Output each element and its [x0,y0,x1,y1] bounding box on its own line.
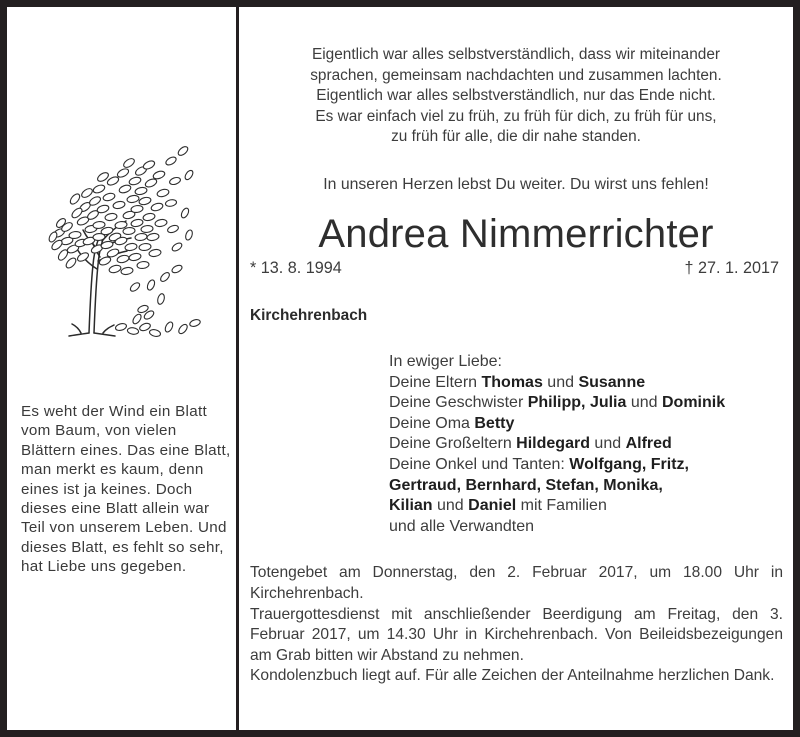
family-line: Kilian und Daniel mit Familien [389,497,607,515]
family-heading: In ewiger Liebe: [389,352,502,370]
arrangement-paragraph: Kondolenzbuch liegt auf. Für alle Zeichen der Anteilnahme herzlichen Dank. [250,667,775,685]
right-column [239,7,793,730]
deceased-name: Andrea Nimmerrichter [318,211,714,256]
death-date: † 27. 1. 2017 [684,258,779,277]
family-line: Gertraud, Bernhard, Stefan, Monika, [389,476,663,494]
verse-line: Es war einfach viel zu früh, zu früh für dich, zu früh für uns, [315,107,717,125]
birth-date: * 13. 8. 1994 [250,258,342,277]
verse-line: Eigentlich war alles selbstverständlich, dass wir miteinander [311,46,721,63]
arrangement-paragraph: Totengebet am Donnerstag, den 2. Februar 2017, um 18.00 Uhr in Kirchehrenbach. [250,564,783,602]
family-line: und alle Verwandten [389,517,534,535]
notice-inner [7,7,793,730]
arrangement-paragraph: Trauergottesdienst mit anschließender Beerdigung am Freitag, den 3. Februar 2017, um 14.30 Uhr in Kirchehrenbach. Von Beileidsbezeigungen am Grab bitten wir Abstand zu nehmen. [250,605,783,664]
verse-line: zu früh für alle, die dir nahe standen. [391,128,641,146]
left-column [7,7,239,730]
memorial-verse [257,45,775,148]
memorial-kicker: In unseren Herzen lebst Du weiter. Du wirst uns fehlen! [323,175,709,193]
verse-line: Eigentlich war alles selbstverständlich, nur das Ende nicht. [316,87,716,105]
left-poem-text: Es weht der Wind ein Blatt vom Baum, von vielen Blättern eines. Das eine Blatt, man merkt es kaum, denn eines ist ja keines. Doch dieses eine Blatt allein war Teil von unserem Leben. Und dieses Blatt, es fehlt so sehr, hat Liebe uns gegeben. [21,403,231,576]
place-name: Kirchehrenbach [250,306,368,324]
family-line: Deine Onkel und Tanten: Wolfgang, Fritz, [389,455,689,473]
windblown-tree-icon [37,137,227,352]
family-list [389,352,793,537]
family-line: Deine Großeltern Hildegard und Alfred [389,435,672,453]
family-line: Deine Eltern Thomas und Susanne [389,373,646,391]
verse-line: sprachen, gemeinsam nachdachten und zusammen lachten. [310,66,722,84]
illustration-area [7,7,236,387]
life-dates [239,259,793,278]
family-line: Deine Geschwister Philipp, Julia und Dominik [389,394,726,412]
funeral-arrangements [250,563,783,687]
family-line: Deine Oma Betty [389,414,515,432]
